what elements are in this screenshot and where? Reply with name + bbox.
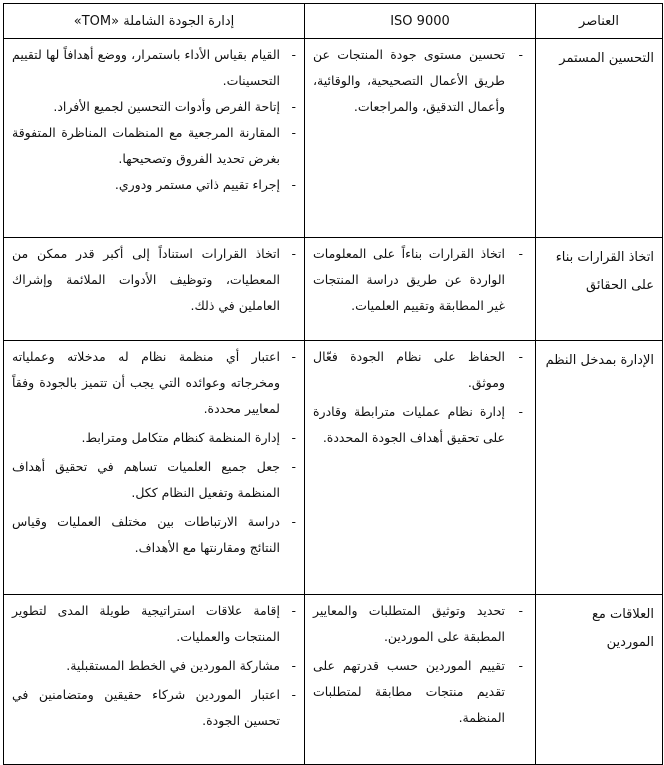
element-cell: العلاقات مع الموردين xyxy=(536,595,663,765)
iso-cell xyxy=(305,39,536,238)
header-elements: العناصر xyxy=(536,4,663,39)
list-item: - اتخاذ القرارات استناداً إلى أكبر قدر ممكن من المعطيات، وتوظيف الأدوات الملائمة وإشراك العاملين في ذلك. xyxy=(4,241,304,319)
element-cell: اتخاذ القرارات بناء على الحقائق xyxy=(536,238,663,341)
list-item: - اعتبار الموردين شركاء حقيقين ومتضامنين في تحسين الجودة. xyxy=(4,682,304,734)
header-iso: ISO 9000 xyxy=(305,4,536,39)
table-row xyxy=(4,341,663,595)
element-cell: الإدارة بمدخل النظم xyxy=(536,341,663,595)
list-item: - تحسين مستوى جودة المنتجات عن طريق الأعمال التصحيحية، والوقائية، وأعمال التدقيق، والمراجعات. xyxy=(305,42,535,120)
tqm-cell xyxy=(4,238,305,341)
list-item: - المقارنة المرجعية مع المنظمات المناظرة المتفوقة بغرض تحديد الفروق وتصحيحها. xyxy=(4,120,304,172)
list-item: - إدارة نظام عمليات مترابطة وقادرة على تحقيق أهداف الجودة المحددة. xyxy=(305,399,535,451)
list-item: - إقامة علاقات استراتيجية طويلة المدى لتطوير المنتجات والعمليات. xyxy=(4,598,304,650)
iso-cell xyxy=(305,341,536,595)
list-item: - إدارة المنظمة كنظام متكامل ومترابط. xyxy=(4,425,304,451)
header-row xyxy=(4,4,663,39)
iso-cell xyxy=(305,595,536,765)
list-item: - اتخاذ القرارات بناءاً على المعلومات الواردة عن طريق دراسة المنتجات غير المطابقة وتقييم العلميات. xyxy=(305,241,535,319)
list-item: - دراسة الارتباطات بين مختلف العمليات وقياس النتائج ومقارنتها مع الأهداف. xyxy=(4,509,304,561)
list-item: - إجراء تقييم ذاتي مستمر ودوري. xyxy=(4,172,304,198)
tqm-cell xyxy=(4,341,305,595)
tqm-cell xyxy=(4,595,305,765)
list-item: - اعتبار أي منظمة نظام له مدخلاته وعملياته ومخرجاته وعوائده التي يجب أن تتميز بالجودة وفقاً لمعايير محددة. xyxy=(4,344,304,422)
iso-cell xyxy=(305,238,536,341)
list-item: - جعل جميع العلميات تساهم في تحقيق أهداف المنظمة وتفعيل النظام ككل. xyxy=(4,454,304,506)
table-row xyxy=(4,595,663,765)
tqm-cell xyxy=(4,39,305,238)
table-row xyxy=(4,238,663,341)
list-item: - مشاركة الموردين في الخطط المستقبلية. xyxy=(4,653,304,679)
list-item: - تحديد وتوثيق المتطلبات والمعايير المطبقة على الموردين. xyxy=(305,598,535,650)
list-item: - القيام بقياس الأداء باستمرار، ووضع أهدافاً لها لتقييم التحسينات. xyxy=(4,42,304,94)
comparison-table xyxy=(3,3,663,765)
header-tqm: إدارة الجودة الشاملة «TOM» xyxy=(4,4,305,39)
table-row xyxy=(4,39,663,238)
list-item: - الحفاظ على نظام الجودة فعّال وموثق. xyxy=(305,344,535,396)
element-cell: التحسين المستمر xyxy=(536,39,663,238)
list-item: - إتاحة الفرص وأدوات التحسين لجميع الأفراد. xyxy=(4,94,304,120)
list-item: - تقييم الموردين حسب قدرتهم على تقديم منتجات مطابقة لمتطلبات المنظمة. xyxy=(305,653,535,731)
